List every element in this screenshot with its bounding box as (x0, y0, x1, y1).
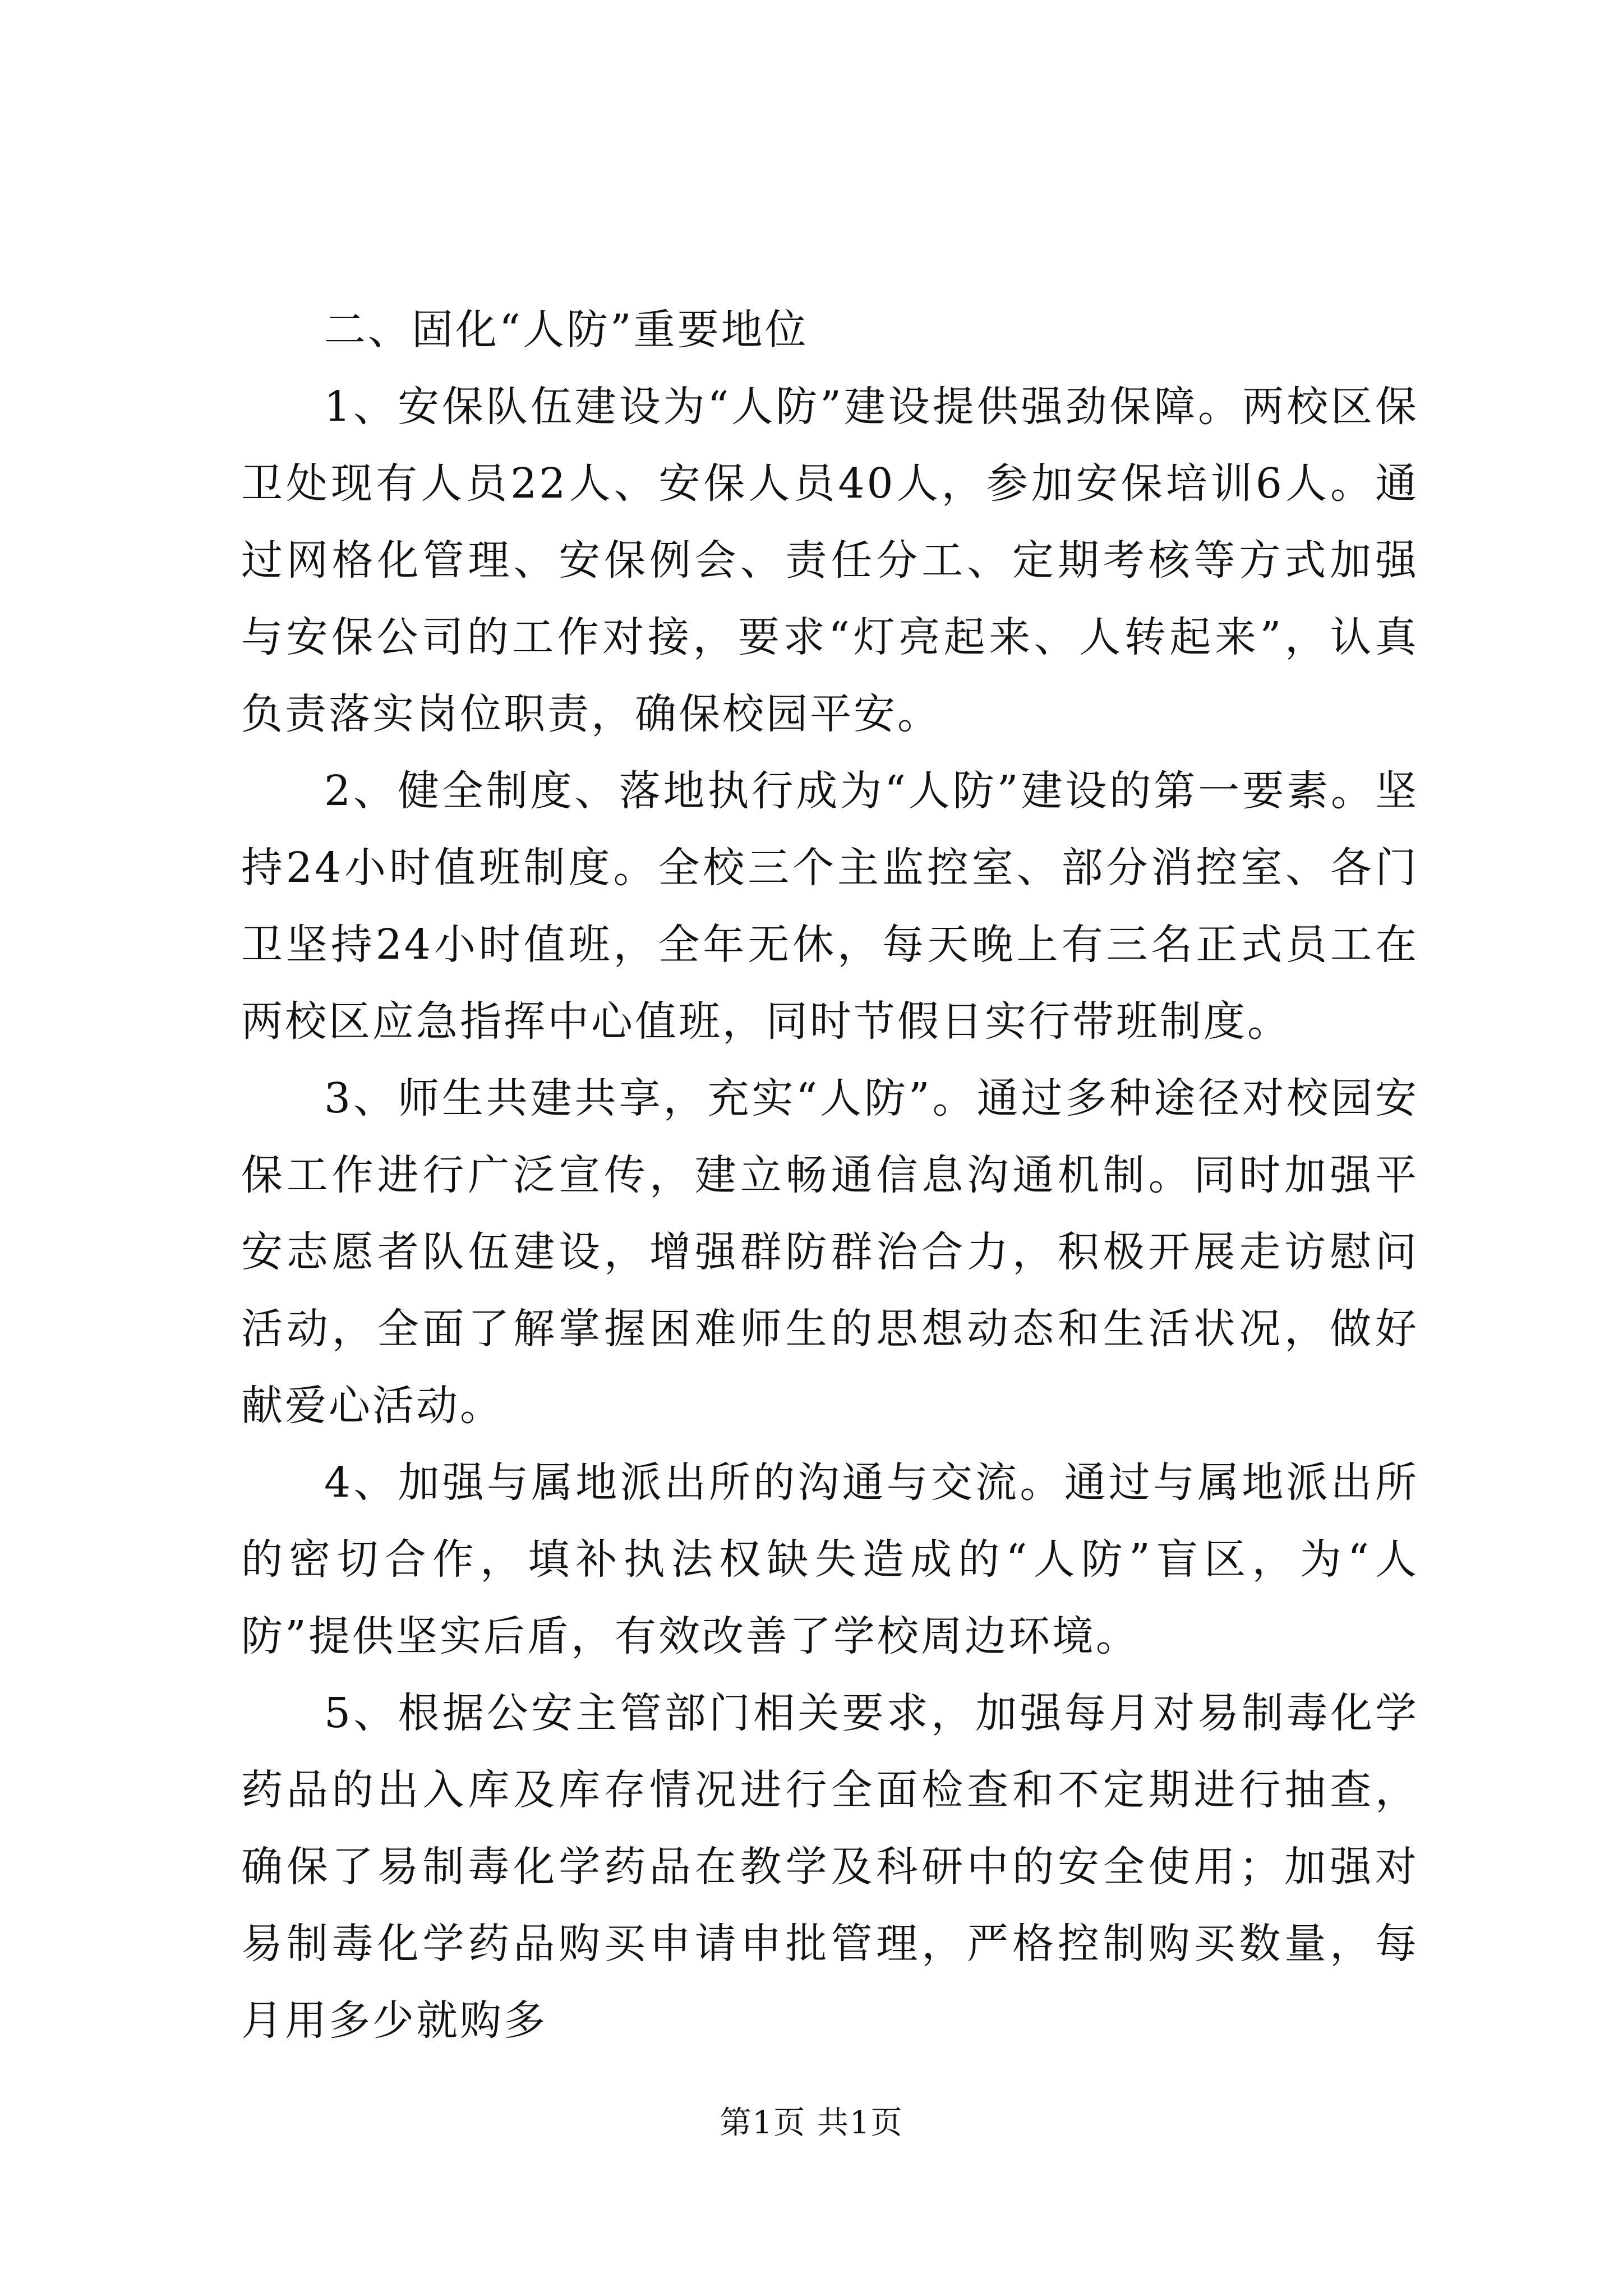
section-heading: 二、固化“人防”重要地位 (324, 306, 809, 354)
paragraph-2: 2、健全制度、落地执行成为“人防”建设的第一要素。坚持24小时值班制度。全校三个主监控室、部分消控室、各门卫坚持24小时值班，全年无休，每天晚上有三名正式员工在两校区应急指挥中心值班，同时节假日实行带班制度。 (241, 767, 1419, 1046)
paragraph-5: 5、根据公安主管部门相关要求，加强每月对易制毒化学药品的出入库及库存情况进行全面检查和不定期进行抽查，确保了易制毒化学药品在教学及科研中的安全使用；加强对易制毒化学药品购买申请申批管理，严格控制购买数量，每月用多少就购多 (241, 1689, 1419, 2045)
paragraph-4: 4、加强与属地派出所的沟通与交流。通过与属地派出所的密切合作，填补执法权缺失造成的“人防”盲区，为“人防”提供坚实后盾，有效改善了学校周边环境。 (241, 1458, 1419, 1660)
document-body (241, 292, 1419, 2059)
paragraph-1: 1、安保队伍建设为“人防”建设提供强劲保障。两校区保卫处现有人员22人、安保人员40人，参加安保培训6人。通过网格化管理、安保例会、责任分工、定期考核等方式加强与安保公司的工作对接，要求“灯亮起来、人转起来”，认真负责落实岗位职责，确保校园平安。 (241, 383, 1419, 738)
paragraph-3: 3、师生共建共享，充实“人防”。通过多种途径对校园安保工作进行广泛宣传，建立畅通信息沟通机制。同时加强平安志愿者队伍建设，增强群防群治合力，积极开展走访慰问活动，全面了解掌握困难师生的思想动态和生活状况，做好献爱心活动。 (241, 1074, 1419, 1430)
page-number-footer: 第1页 共1页 (720, 2105, 903, 2141)
